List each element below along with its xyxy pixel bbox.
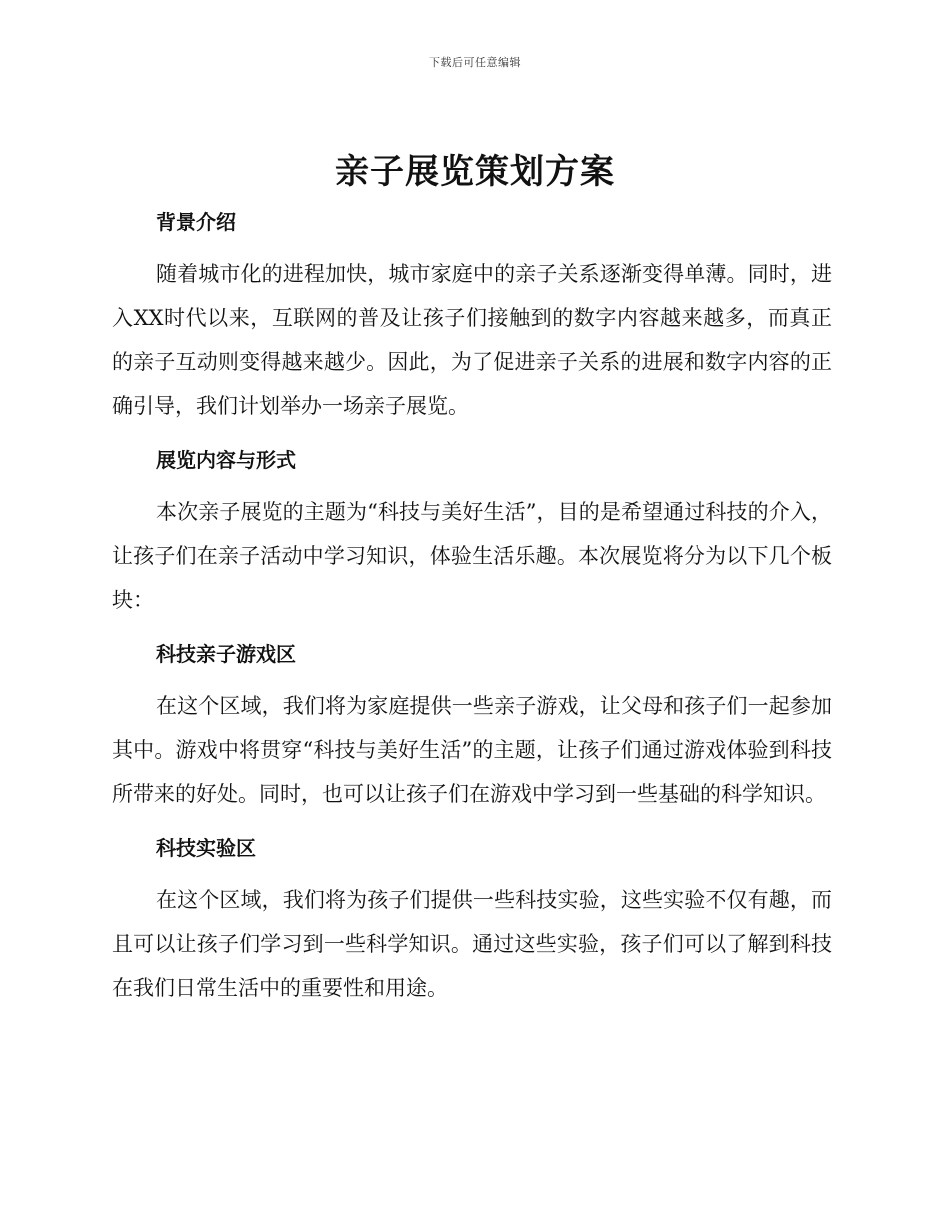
section-heading-content-format: 展览内容与形式 [156, 448, 296, 472]
document-body [112, 200, 832, 1010]
document-title: 亲子展览策划方案 [335, 152, 615, 192]
section-paragraph-background: 随着城市化的进程加快，城市家庭中的亲子关系逐渐变得单薄。同时，进入XX时代以来，互联网的普及让孩子们接触到的数字内容越来越多，而真正的亲子互动则变得越来越少。因此，为了促进亲子关系的进展和数字内容的正确引导，我们计划举办一场亲子展览。 [112, 262, 832, 418]
section-paragraph-game-zone: 在这个区域，我们将为家庭提供一些亲子游戏，让父母和孩子们一起参加其中。游戏中将贯穿“科技与美好生活”的主题，让孩子们通过游戏体验到科技所带来的好处。同时，也可以让孩子们在游戏中学习到一些基础的科学知识。 [112, 694, 832, 806]
page-header-note: 下载后可任意编辑 [429, 56, 521, 69]
section-paragraph-experiment-zone: 在这个区域，我们将为孩子们提供一些科技实验，这些实验不仅有趣，而且可以让孩子们学习到一些科学知识。通过这些实验，孩子们可以了解到科技在我们日常生活中的重要性和用途。 [112, 888, 832, 1000]
section-paragraph-content-format: 本次亲子展览的主题为“科技与美好生活”，目的是希望通过科技的介入，让孩子们在亲子活动中学习知识，体验生活乐趣。本次展览将分为以下几个板块： [112, 500, 832, 612]
section-heading-experiment-zone: 科技实验区 [156, 836, 256, 860]
section-heading-background: 背景介绍 [156, 210, 236, 234]
section-heading-game-zone: 科技亲子游戏区 [156, 642, 296, 666]
